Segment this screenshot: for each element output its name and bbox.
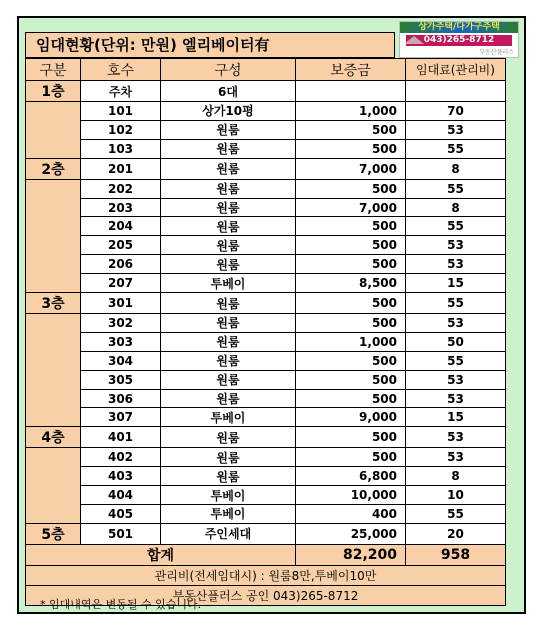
unit-cell: 404 bbox=[81, 486, 161, 505]
rent-cell: 10 bbox=[406, 486, 506, 505]
rent-cell: 55 bbox=[406, 293, 506, 314]
unit-cell: 201 bbox=[81, 158, 161, 179]
floor-cell bbox=[26, 351, 81, 370]
header-rent: 임대료(관리비) bbox=[406, 59, 506, 81]
table-row bbox=[26, 332, 506, 351]
rent-cell: 53 bbox=[406, 314, 506, 333]
type-cell: 투베이 bbox=[161, 486, 296, 505]
type-cell: 주인세대 bbox=[161, 523, 296, 544]
deposit-cell: 500 bbox=[296, 448, 406, 467]
table-row bbox=[26, 120, 506, 139]
floor-cell bbox=[26, 139, 81, 158]
total-row bbox=[26, 544, 506, 565]
page-title: 임대현황(단위: 만원) 엘리베이터有 bbox=[25, 32, 395, 58]
unit-cell: 305 bbox=[81, 370, 161, 389]
type-cell: 6대 bbox=[161, 81, 296, 102]
table-row bbox=[26, 217, 506, 236]
deposit-cell: 500 bbox=[296, 427, 406, 448]
floor-cell: 2층 bbox=[26, 158, 81, 179]
rent-cell: 55 bbox=[406, 179, 506, 198]
table-row bbox=[26, 505, 506, 524]
type-cell: 투베이 bbox=[161, 274, 296, 293]
maintenance-note: 관리비(전세임대시) : 원룸8만,투베이10만 bbox=[26, 565, 506, 585]
table-row bbox=[26, 314, 506, 333]
floor-cell bbox=[26, 274, 81, 293]
rent-cell: 8 bbox=[406, 158, 506, 179]
floor-cell bbox=[26, 236, 81, 255]
total-deposit: 82,200 bbox=[296, 544, 406, 565]
floor-cell: 3층 bbox=[26, 293, 81, 314]
deposit-cell: 500 bbox=[296, 255, 406, 274]
floor-cell: 5층 bbox=[26, 523, 81, 544]
rent-cell: 20 bbox=[406, 523, 506, 544]
rent-cell: 53 bbox=[406, 448, 506, 467]
table-row bbox=[26, 523, 506, 544]
deposit-cell: 500 bbox=[296, 389, 406, 408]
deposit-cell: 6,800 bbox=[296, 467, 406, 486]
rent-cell: 50 bbox=[406, 332, 506, 351]
total-label: 합계 bbox=[26, 544, 296, 565]
deposit-cell: 8,500 bbox=[296, 274, 406, 293]
rent-cell: 8 bbox=[406, 198, 506, 217]
table-row bbox=[26, 448, 506, 467]
unit-cell: 302 bbox=[81, 314, 161, 333]
unit-cell: 301 bbox=[81, 293, 161, 314]
type-cell: 원룸 bbox=[161, 139, 296, 158]
deposit-cell: 7,000 bbox=[296, 158, 406, 179]
table-row bbox=[26, 139, 506, 158]
rent-cell: 53 bbox=[406, 255, 506, 274]
deposit-cell: 500 bbox=[296, 139, 406, 158]
floor-cell bbox=[26, 467, 81, 486]
floor-cell bbox=[26, 179, 81, 198]
deposit-cell: 500 bbox=[296, 370, 406, 389]
table-row bbox=[26, 198, 506, 217]
unit-cell: 205 bbox=[81, 236, 161, 255]
table-row bbox=[26, 81, 506, 102]
type-cell: 원룸 bbox=[161, 370, 296, 389]
unit-cell: 103 bbox=[81, 139, 161, 158]
deposit-cell: 500 bbox=[296, 314, 406, 333]
floor-cell bbox=[26, 332, 81, 351]
rent-table bbox=[25, 58, 506, 606]
rent-cell: 55 bbox=[406, 505, 506, 524]
type-cell: 원룸 bbox=[161, 158, 296, 179]
unit-cell: 102 bbox=[81, 120, 161, 139]
table-row bbox=[26, 370, 506, 389]
deposit-cell: 400 bbox=[296, 505, 406, 524]
type-cell: 원룸 bbox=[161, 351, 296, 370]
type-cell: 원룸 bbox=[161, 332, 296, 351]
rent-cell: 55 bbox=[406, 217, 506, 236]
table-row bbox=[26, 255, 506, 274]
unit-cell: 207 bbox=[81, 274, 161, 293]
type-cell: 원룸 bbox=[161, 217, 296, 236]
rent-cell: 53 bbox=[406, 370, 506, 389]
header-floor: 구분 bbox=[26, 59, 81, 81]
rent-cell: 53 bbox=[406, 120, 506, 139]
rent-cell: 55 bbox=[406, 139, 506, 158]
rent-cell: 53 bbox=[406, 236, 506, 255]
table-row bbox=[26, 102, 506, 121]
unit-cell: 405 bbox=[81, 505, 161, 524]
type-cell: 원룸 bbox=[161, 389, 296, 408]
rent-cell: 70 bbox=[406, 102, 506, 121]
unit-cell: 402 bbox=[81, 448, 161, 467]
floor-cell bbox=[26, 448, 81, 467]
table-row bbox=[26, 351, 506, 370]
floor-cell: 4층 bbox=[26, 427, 81, 448]
type-cell: 투베이 bbox=[161, 408, 296, 427]
rent-cell: 55 bbox=[406, 351, 506, 370]
floor-cell bbox=[26, 120, 81, 139]
deposit-cell: 1,000 bbox=[296, 332, 406, 351]
type-cell: 원룸 bbox=[161, 198, 296, 217]
type-cell: 상가10평 bbox=[161, 102, 296, 121]
unit-cell: 206 bbox=[81, 255, 161, 274]
unit-cell: 204 bbox=[81, 217, 161, 236]
table-row bbox=[26, 427, 506, 448]
table-row bbox=[26, 179, 506, 198]
table-row bbox=[26, 389, 506, 408]
deposit-cell bbox=[296, 81, 406, 102]
type-cell: 원룸 bbox=[161, 255, 296, 274]
deposit-cell: 7,000 bbox=[296, 198, 406, 217]
rent-cell: 15 bbox=[406, 408, 506, 427]
type-cell: 원룸 bbox=[161, 314, 296, 333]
floor-cell bbox=[26, 314, 81, 333]
rent-cell: 8 bbox=[406, 467, 506, 486]
deposit-cell: 500 bbox=[296, 120, 406, 139]
floor-cell bbox=[26, 255, 81, 274]
type-cell: 원룸 bbox=[161, 467, 296, 486]
deposit-cell: 500 bbox=[296, 293, 406, 314]
type-cell: 원룸 bbox=[161, 236, 296, 255]
table-row bbox=[26, 274, 506, 293]
unit-cell: 501 bbox=[81, 523, 161, 544]
deposit-cell: 25,000 bbox=[296, 523, 406, 544]
unit-cell: 303 bbox=[81, 332, 161, 351]
floor-cell bbox=[26, 408, 81, 427]
type-cell: 원룸 bbox=[161, 427, 296, 448]
floor-cell bbox=[26, 198, 81, 217]
unit-cell: 주차 bbox=[81, 81, 161, 102]
unit-cell: 307 bbox=[81, 408, 161, 427]
unit-cell: 203 bbox=[81, 198, 161, 217]
floor-cell bbox=[26, 389, 81, 408]
floor-cell bbox=[26, 486, 81, 505]
table-row bbox=[26, 486, 506, 505]
deposit-cell: 500 bbox=[296, 217, 406, 236]
unit-cell: 401 bbox=[81, 427, 161, 448]
deposit-cell: 500 bbox=[296, 179, 406, 198]
table-row bbox=[26, 408, 506, 427]
floor-cell bbox=[26, 370, 81, 389]
floor-cell bbox=[26, 505, 81, 524]
note-row bbox=[26, 565, 506, 585]
unit-cell: 403 bbox=[81, 467, 161, 486]
table-row bbox=[26, 236, 506, 255]
type-cell: 원룸 bbox=[161, 293, 296, 314]
deposit-cell: 500 bbox=[296, 351, 406, 370]
table-body bbox=[26, 81, 506, 545]
logo-line-3: 부동산플러스 bbox=[479, 49, 514, 56]
unit-cell: 304 bbox=[81, 351, 161, 370]
table-row bbox=[26, 158, 506, 179]
house-icon bbox=[404, 36, 424, 44]
deposit-cell: 500 bbox=[296, 236, 406, 255]
unit-cell: 306 bbox=[81, 389, 161, 408]
type-cell: 투베이 bbox=[161, 505, 296, 524]
footnote: * 임대내역은 변동될 수 있습니다. bbox=[40, 598, 202, 611]
table-row bbox=[26, 293, 506, 314]
type-cell: 원룸 bbox=[161, 120, 296, 139]
floor-cell bbox=[26, 217, 81, 236]
deposit-cell: 9,000 bbox=[296, 408, 406, 427]
unit-cell: 101 bbox=[81, 102, 161, 121]
agency-contact: 부동산플러스 공인 043)265-8712 bbox=[26, 585, 506, 605]
floor-cell: 1층 bbox=[26, 81, 81, 102]
total-rent: 958 bbox=[406, 544, 506, 565]
type-cell: 원룸 bbox=[161, 179, 296, 198]
logo-line-1: 상가주택/다가구주택 bbox=[400, 22, 518, 33]
rent-cell: 53 bbox=[406, 389, 506, 408]
rent-cell: 53 bbox=[406, 427, 506, 448]
rent-cell bbox=[406, 81, 506, 102]
header-unit: 호수 bbox=[81, 59, 161, 81]
logo-phone: 043)265-8712 bbox=[406, 35, 512, 46]
floor-cell bbox=[26, 102, 81, 121]
header-deposit: 보증금 bbox=[296, 59, 406, 81]
table-row bbox=[26, 467, 506, 486]
rent-cell: 15 bbox=[406, 274, 506, 293]
header-type: 구성 bbox=[161, 59, 296, 81]
type-cell: 원룸 bbox=[161, 448, 296, 467]
deposit-cell: 1,000 bbox=[296, 102, 406, 121]
unit-cell: 202 bbox=[81, 179, 161, 198]
deposit-cell: 10,000 bbox=[296, 486, 406, 505]
agency-logo bbox=[399, 21, 519, 58]
table-header-row bbox=[26, 59, 506, 81]
